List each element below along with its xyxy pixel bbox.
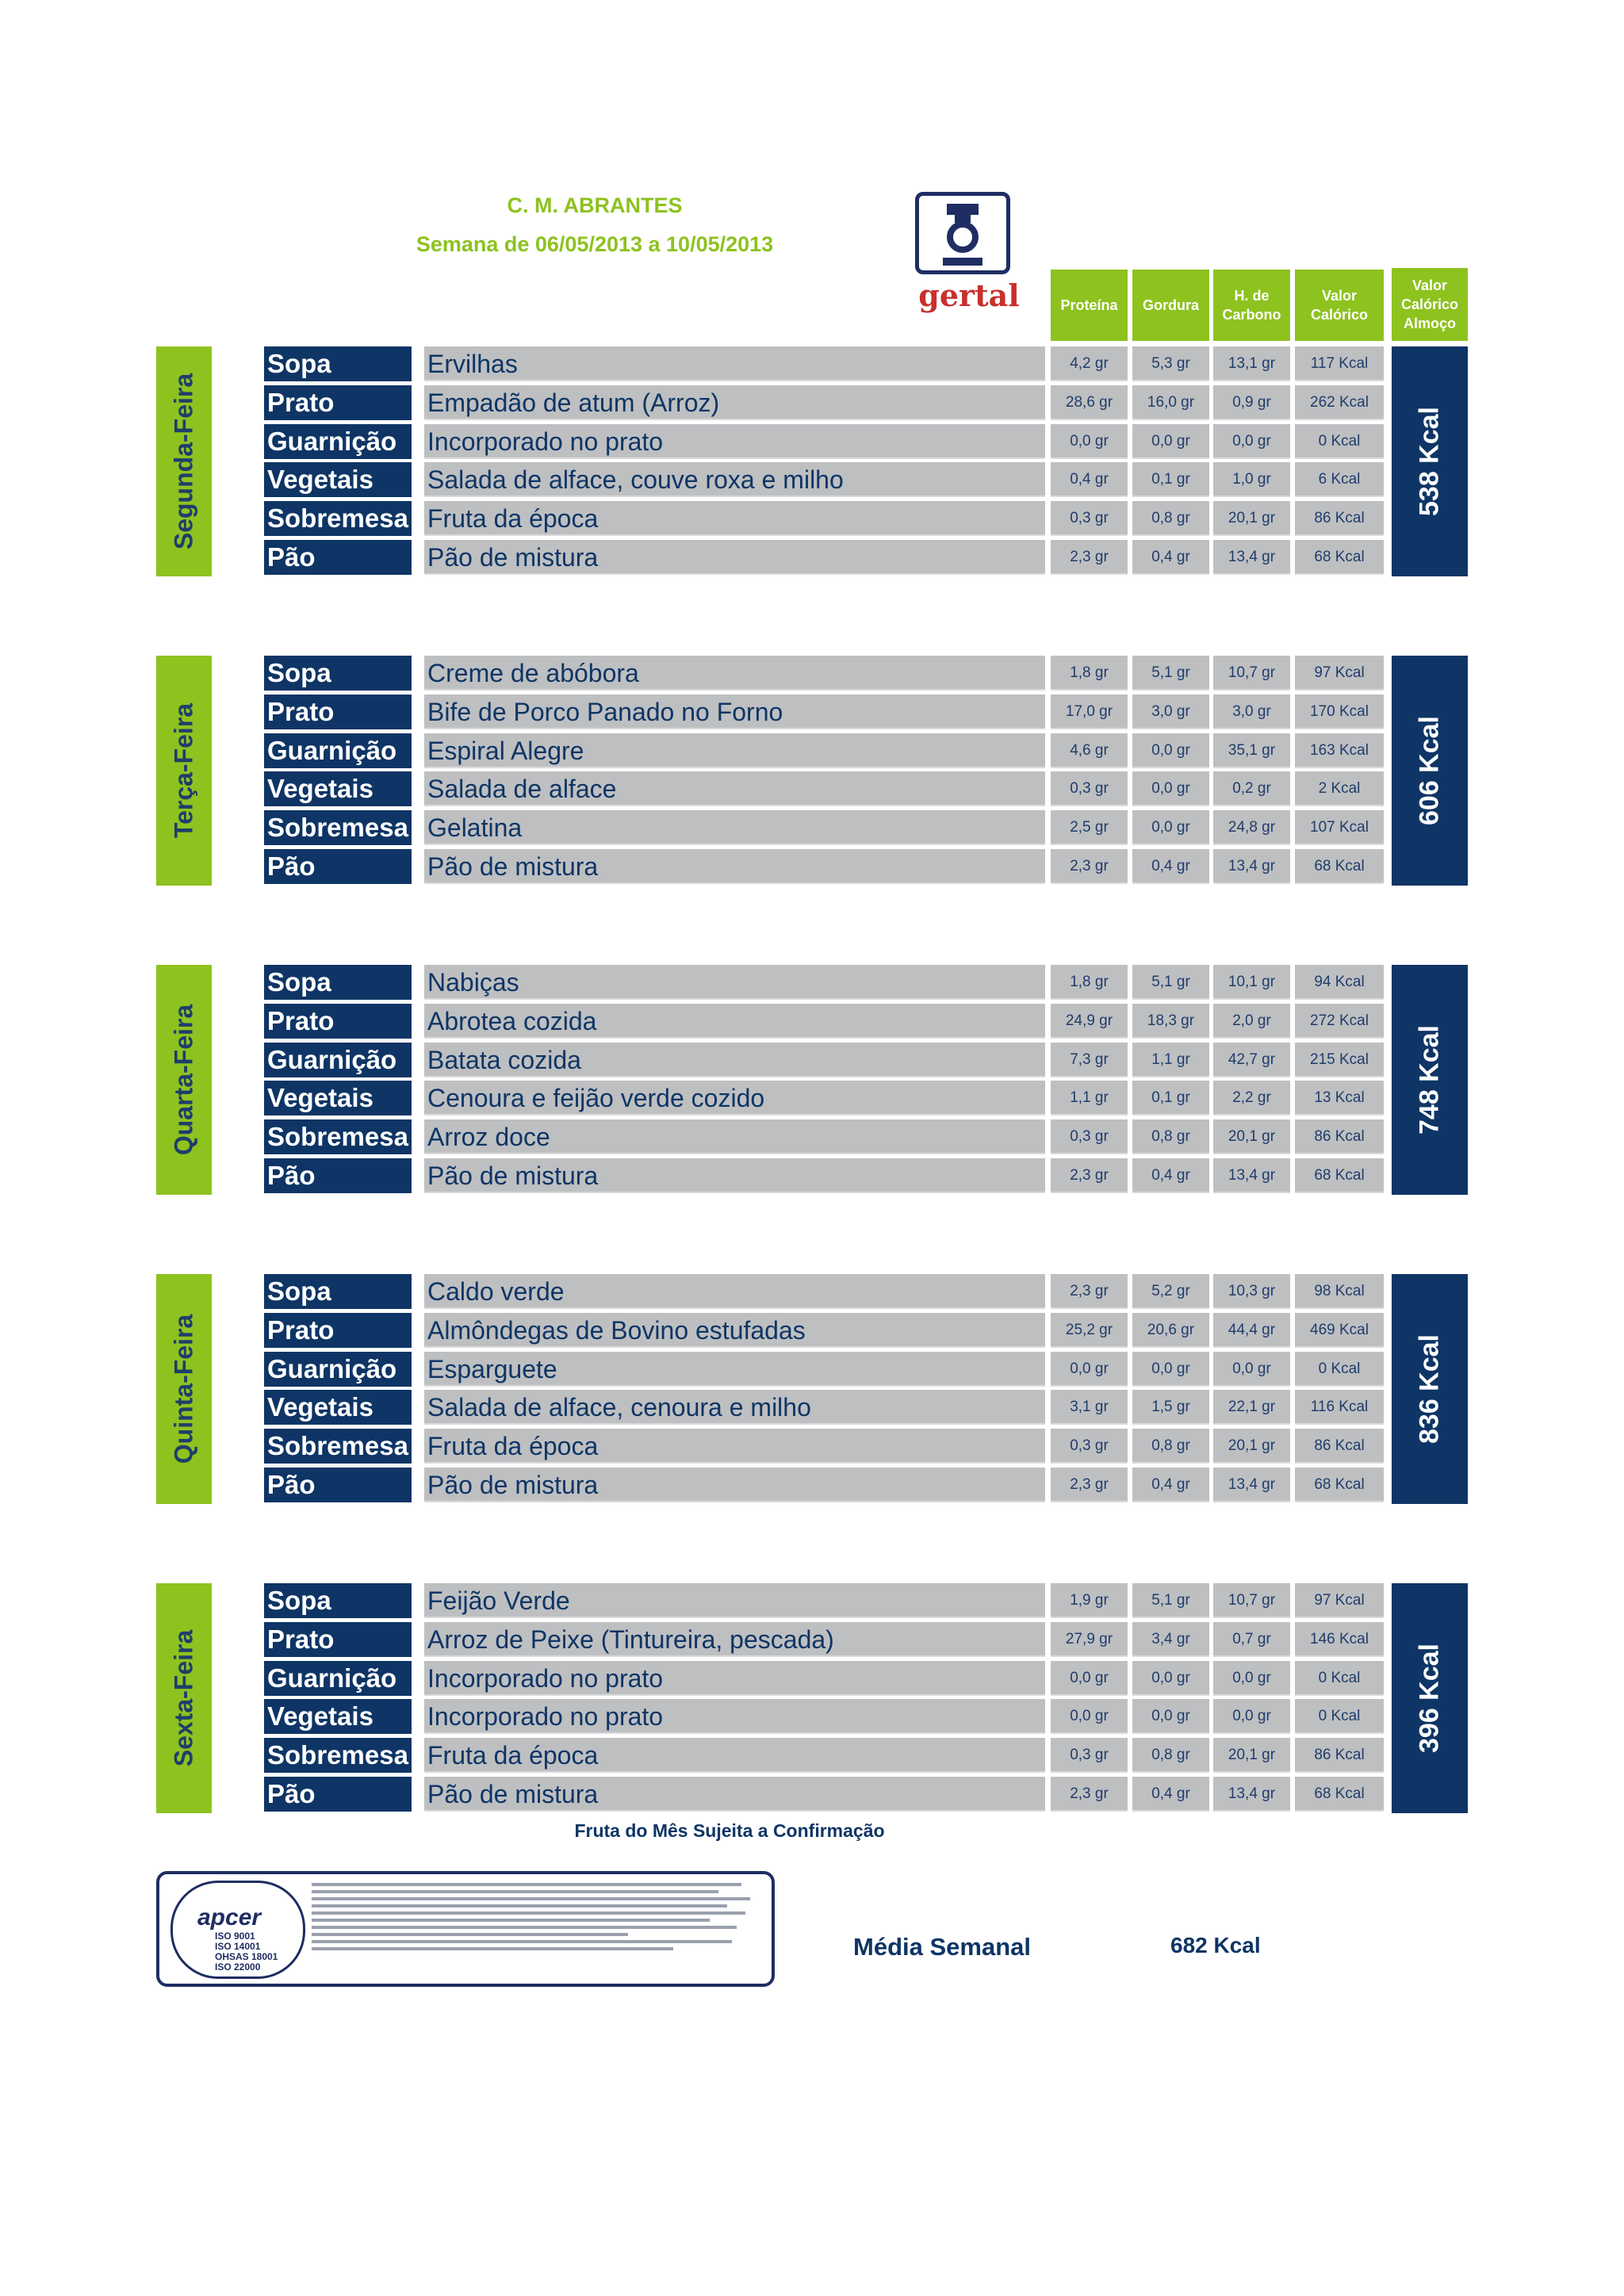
menu-row [0, 1081, 1624, 1116]
menu-row [0, 695, 1624, 730]
menu-row [0, 1777, 1624, 1812]
meal-category: Sopa [264, 965, 412, 1000]
fat-value: 20,6 gr [1132, 1313, 1209, 1348]
weekly-average-value: 682 Kcal [1170, 1933, 1261, 1957]
menu-row [0, 810, 1624, 846]
meal-category: Sopa [264, 1274, 412, 1309]
dish-name: Incorporado no prato [424, 1699, 1045, 1734]
calories-value: 116 Kcal [1295, 1390, 1384, 1425]
protein-value: 2,3 gr [1051, 1468, 1128, 1502]
menu-row [0, 424, 1624, 460]
carbs-value: 0,0 gr [1213, 1699, 1290, 1734]
calories-value: 68 Kcal [1295, 1158, 1384, 1193]
carbs-value: 13,4 gr [1213, 1468, 1290, 1502]
dish-name: Pão de mistura [424, 1468, 1045, 1502]
meal-category: Pão [264, 540, 412, 575]
fat-value: 1,1 gr [1132, 1043, 1209, 1077]
calories-value: 97 Kcal [1295, 1583, 1384, 1618]
protein-value: 0,0 gr [1051, 1699, 1128, 1734]
calories-value: 94 Kcal [1295, 965, 1384, 1000]
menu-row [0, 965, 1624, 1001]
meal-category: Guarnição [264, 424, 412, 459]
carbs-value: 2,2 gr [1213, 1081, 1290, 1115]
menu-row [0, 1583, 1624, 1619]
menu-row [0, 1468, 1624, 1503]
meal-category: Sobremesa [264, 1119, 412, 1154]
protein-value: 0,0 gr [1051, 1661, 1128, 1696]
calories-value: 107 Kcal [1295, 810, 1384, 845]
meal-category: Sopa [264, 346, 412, 381]
dish-name: Salada de alface, couve roxa e milho [424, 462, 1045, 497]
meal-category: Pão [264, 1468, 412, 1502]
fat-value: 0,4 gr [1132, 849, 1209, 884]
calories-value: 170 Kcal [1295, 695, 1384, 729]
fat-value: 0,4 gr [1132, 1468, 1209, 1502]
protein-value: 0,3 gr [1051, 1738, 1128, 1773]
meal-category: Pão [264, 1777, 412, 1812]
fat-value: 0,4 gr [1132, 1777, 1209, 1812]
carbs-value: 10,7 gr [1213, 656, 1290, 691]
meal-category: Prato [264, 1622, 412, 1657]
protein-value: 17,0 gr [1051, 695, 1128, 729]
protein-value: 2,3 gr [1051, 849, 1128, 884]
dish-name: Incorporado no prato [424, 1661, 1045, 1696]
dish-name: Fruta da época [424, 501, 1045, 536]
dish-name: Nabiças [424, 965, 1045, 1000]
day-name: Terça-Feira [169, 702, 198, 839]
menu-row [0, 1661, 1624, 1697]
calories-value: 146 Kcal [1295, 1622, 1384, 1657]
protein-value: 1,8 gr [1051, 965, 1128, 1000]
fat-value: 1,5 gr [1132, 1390, 1209, 1425]
protein-value: 2,3 gr [1051, 1777, 1128, 1812]
calories-value: 98 Kcal [1295, 1274, 1384, 1309]
calories-value: 262 Kcal [1295, 385, 1384, 420]
menu-row [0, 540, 1624, 576]
meal-category: Sobremesa [264, 501, 412, 536]
protein-value: 4,2 gr [1051, 346, 1128, 381]
menu-row [0, 1699, 1624, 1735]
meal-category: Prato [264, 1313, 412, 1348]
menu-row [0, 1390, 1624, 1425]
fat-value: 3,0 gr [1132, 695, 1209, 729]
dish-name: Esparguete [424, 1352, 1045, 1387]
dish-name: Arroz de Peixe (Tintureira, pescada) [424, 1622, 1045, 1657]
logo-wordmark: gertal [918, 277, 1020, 313]
day-total-value: 748 Kcal [1414, 1025, 1445, 1135]
protein-value: 2,3 gr [1051, 540, 1128, 575]
carbs-value: 13,1 gr [1213, 346, 1290, 381]
fat-value: 18,3 gr [1132, 1004, 1209, 1039]
protein-value: 2,5 gr [1051, 810, 1128, 845]
dish-name: Creme de abóbora [424, 656, 1045, 691]
calories-value: 68 Kcal [1295, 849, 1384, 884]
menu-row [0, 1352, 1624, 1387]
carbs-value: 10,7 gr [1213, 1583, 1290, 1618]
protein-value: 25,2 gr [1051, 1313, 1128, 1348]
day-total-value: 836 Kcal [1414, 1334, 1445, 1444]
protein-value: 27,9 gr [1051, 1622, 1128, 1657]
fat-value: 0,8 gr [1132, 501, 1209, 536]
meal-category: Prato [264, 385, 412, 420]
protein-value: 3,1 gr [1051, 1390, 1128, 1425]
dish-name: Feijão Verde [424, 1583, 1045, 1618]
menu-row [0, 1429, 1624, 1464]
meal-category: Sobremesa [264, 810, 412, 845]
carbs-value: 2,0 gr [1213, 1004, 1290, 1039]
carbs-value: 1,0 gr [1213, 462, 1290, 497]
dish-name: Ervilhas [424, 346, 1045, 381]
carbs-value: 0,0 gr [1213, 1661, 1290, 1696]
meal-category: Vegetais [264, 771, 412, 806]
day-total [1392, 656, 1468, 886]
menu-row [0, 656, 1624, 691]
protein-value: 28,6 gr [1051, 385, 1128, 420]
calories-value: 13 Kcal [1295, 1081, 1384, 1115]
calories-value: 0 Kcal [1295, 1661, 1384, 1696]
fat-value: 0,0 gr [1132, 733, 1209, 768]
calories-value: 272 Kcal [1295, 1004, 1384, 1039]
certification-fine-print [312, 1879, 764, 1982]
fat-value: 0,0 gr [1132, 424, 1209, 459]
dish-name: Bife de Porco Panado no Forno [424, 695, 1045, 729]
protein-value: 0,4 gr [1051, 462, 1128, 497]
dish-name: Pão de mistura [424, 1158, 1045, 1193]
menu-row [0, 1043, 1624, 1078]
meal-category: Sopa [264, 1583, 412, 1618]
meal-category: Pão [264, 849, 412, 884]
carbs-value: 20,1 gr [1213, 1119, 1290, 1154]
fat-value: 3,4 gr [1132, 1622, 1209, 1657]
day-name: Segunda-Feira [169, 373, 198, 550]
protein-value: 0,0 gr [1051, 424, 1128, 459]
menu-row [0, 1119, 1624, 1155]
gertal-logo [910, 190, 1029, 317]
day-name: Sexta-Feira [169, 1629, 198, 1767]
protein-value: 0,0 gr [1051, 1352, 1128, 1387]
meal-category: Prato [264, 695, 412, 729]
calories-value: 97 Kcal [1295, 656, 1384, 691]
dish-name: Fruta da época [424, 1738, 1045, 1773]
weekly-average-label: Média Semanal [853, 1933, 1031, 1961]
fat-value: 0,0 gr [1132, 1661, 1209, 1696]
calories-value: 68 Kcal [1295, 1468, 1384, 1502]
calories-value: 215 Kcal [1295, 1043, 1384, 1077]
meal-category: Vegetais [264, 1390, 412, 1425]
col-header-fat: Gordura [1132, 270, 1209, 341]
meal-category: Pão [264, 1158, 412, 1193]
day-name: Quinta-Feira [169, 1314, 198, 1464]
calories-value: 86 Kcal [1295, 1429, 1384, 1464]
fat-value: 0,0 gr [1132, 810, 1209, 845]
fat-value: 0,1 gr [1132, 462, 1209, 497]
carbs-value: 10,3 gr [1213, 1274, 1290, 1309]
menu-row [0, 385, 1624, 421]
col-header-protein: Proteína [1051, 270, 1128, 341]
protein-value: 1,1 gr [1051, 1081, 1128, 1115]
calories-value: 6 Kcal [1295, 462, 1384, 497]
carbs-value: 13,4 gr [1213, 1158, 1290, 1193]
calories-value: 86 Kcal [1295, 1738, 1384, 1773]
dish-name: Gelatina [424, 810, 1045, 845]
menu-row [0, 733, 1624, 769]
dish-name: Pão de mistura [424, 1777, 1045, 1812]
menu-row [0, 1738, 1624, 1774]
meal-category: Guarnição [264, 1352, 412, 1387]
dish-name: Salada de alface [424, 771, 1045, 806]
cert-standard: ISO 14001 [215, 1941, 261, 1952]
calories-value: 469 Kcal [1295, 1313, 1384, 1348]
calories-value: 86 Kcal [1295, 1119, 1384, 1154]
carbs-value: 10,1 gr [1213, 965, 1290, 1000]
fat-value: 0,4 gr [1132, 540, 1209, 575]
fat-value: 0,0 gr [1132, 1699, 1209, 1734]
day-total-value: 396 Kcal [1414, 1644, 1445, 1753]
day-name: Quarta-Feira [169, 1004, 198, 1156]
col-header-calories: Valor Calórico [1295, 270, 1384, 341]
dish-name: Empadão de atum (Arroz) [424, 385, 1045, 420]
dish-name: Cenoura e feijão verde cozido [424, 1081, 1045, 1115]
fat-value: 0,4 gr [1132, 1158, 1209, 1193]
carbs-value: 20,1 gr [1213, 501, 1290, 536]
dish-name: Salada de alface, cenoura e milho [424, 1390, 1045, 1425]
calories-value: 0 Kcal [1295, 424, 1384, 459]
carbs-value: 44,4 gr [1213, 1313, 1290, 1348]
fat-value: 5,2 gr [1132, 1274, 1209, 1309]
day-total-value: 606 Kcal [1414, 716, 1445, 825]
calories-value: 68 Kcal [1295, 1777, 1384, 1812]
dish-name: Arroz doce [424, 1119, 1045, 1154]
protein-value: 1,8 gr [1051, 656, 1128, 691]
fruit-note: Fruta do Mês Sujeita a Confirmação [574, 1820, 885, 1841]
cert-standard: ISO 9001 [215, 1931, 255, 1942]
menu-row [0, 1274, 1624, 1310]
meal-category: Guarnição [264, 1661, 412, 1696]
fat-value: 5,3 gr [1132, 346, 1209, 381]
carbs-value: 0,0 gr [1213, 1352, 1290, 1387]
meal-category: Vegetais [264, 462, 412, 497]
col-header-carbs: H. de Carbono [1213, 270, 1290, 341]
cert-standard: OHSAS 18001 [215, 1951, 278, 1962]
meal-category: Guarnição [264, 733, 412, 768]
dish-name: Almôndegas de Bovino estufadas [424, 1313, 1045, 1348]
menu-row [0, 1004, 1624, 1039]
fat-value: 0,8 gr [1132, 1738, 1209, 1773]
day-total [1392, 346, 1468, 576]
carbs-value: 13,4 gr [1213, 540, 1290, 575]
calories-value: 68 Kcal [1295, 540, 1384, 575]
protein-value: 7,3 gr [1051, 1043, 1128, 1077]
meal-category: Vegetais [264, 1081, 412, 1115]
carbs-value: 20,1 gr [1213, 1429, 1290, 1464]
carbs-value: 0,7 gr [1213, 1622, 1290, 1657]
carbs-value: 24,8 gr [1213, 810, 1290, 845]
week-range: Semana de 06/05/2013 a 10/05/2013 [416, 232, 774, 256]
dish-name: Pão de mistura [424, 540, 1045, 575]
calories-value: 0 Kcal [1295, 1352, 1384, 1387]
chef-icon [915, 192, 1010, 274]
carbs-value: 22,1 gr [1213, 1390, 1290, 1425]
meal-category: Sopa [264, 656, 412, 691]
menu-row [0, 346, 1624, 382]
menu-row [0, 462, 1624, 498]
carbs-value: 13,4 gr [1213, 849, 1290, 884]
menu-row [0, 849, 1624, 885]
fat-value: 5,1 gr [1132, 656, 1209, 691]
carbs-value: 13,4 gr [1213, 1777, 1290, 1812]
protein-value: 1,9 gr [1051, 1583, 1128, 1618]
dish-name: Pão de mistura [424, 849, 1045, 884]
carbs-value: 0,0 gr [1213, 424, 1290, 459]
calories-value: 2 Kcal [1295, 771, 1384, 806]
carbs-value: 42,7 gr [1213, 1043, 1290, 1077]
meal-category: Sobremesa [264, 1429, 412, 1464]
day-total-value: 538 Kcal [1414, 407, 1445, 516]
menu-row [0, 1622, 1624, 1658]
carbs-value: 0,9 gr [1213, 385, 1290, 420]
dish-name: Fruta da época [424, 1429, 1045, 1464]
dish-name: Abrotea cozida [424, 1004, 1045, 1039]
dish-name: Caldo verde [424, 1274, 1045, 1309]
fat-value: 5,1 gr [1132, 1583, 1209, 1618]
page-title: C. M. ABRANTES [507, 193, 683, 217]
dish-name: Incorporado no prato [424, 424, 1045, 459]
dish-name: Espiral Alegre [424, 733, 1045, 768]
protein-value: 0,3 gr [1051, 771, 1128, 806]
fat-value: 0,8 gr [1132, 1429, 1209, 1464]
meal-category: Sobremesa [264, 1738, 412, 1773]
protein-value: 24,9 gr [1051, 1004, 1128, 1039]
fat-value: 5,1 gr [1132, 965, 1209, 1000]
meal-category: Guarnição [264, 1043, 412, 1077]
carbs-value: 0,2 gr [1213, 771, 1290, 806]
fat-value: 0,1 gr [1132, 1081, 1209, 1115]
carbs-value: 3,0 gr [1213, 695, 1290, 729]
fat-value: 16,0 gr [1132, 385, 1209, 420]
protein-value: 0,3 gr [1051, 1429, 1128, 1464]
carbs-value: 20,1 gr [1213, 1738, 1290, 1773]
menu-row [0, 501, 1624, 537]
fat-value: 0,0 gr [1132, 771, 1209, 806]
fat-value: 0,8 gr [1132, 1119, 1209, 1154]
menu-row [0, 1313, 1624, 1349]
day-total [1392, 1274, 1468, 1504]
calories-value: 117 Kcal [1295, 346, 1384, 381]
cert-brand: apcer [197, 1904, 262, 1931]
menu-row [0, 771, 1624, 807]
certification-box [156, 1871, 775, 1987]
cert-standards [215, 1931, 278, 1973]
dish-name: Batata cozida [424, 1043, 1045, 1077]
protein-value: 0,3 gr [1051, 501, 1128, 536]
calories-value: 0 Kcal [1295, 1699, 1384, 1734]
meal-category: Prato [264, 1004, 412, 1039]
calories-value: 163 Kcal [1295, 733, 1384, 768]
calories-value: 86 Kcal [1295, 501, 1384, 536]
meal-category: Vegetais [264, 1699, 412, 1734]
protein-value: 2,3 gr [1051, 1274, 1128, 1309]
day-total [1392, 965, 1468, 1195]
day-total [1392, 1583, 1468, 1813]
col-header-lunch-calories: Valor Calórico Almoço [1392, 268, 1468, 341]
menu-row [0, 1158, 1624, 1194]
protein-value: 2,3 gr [1051, 1158, 1128, 1193]
protein-value: 4,6 gr [1051, 733, 1128, 768]
fat-value: 0,0 gr [1132, 1352, 1209, 1387]
carbs-value: 35,1 gr [1213, 733, 1290, 768]
protein-value: 0,3 gr [1051, 1119, 1128, 1154]
cert-standard: ISO 22000 [215, 1961, 261, 1973]
